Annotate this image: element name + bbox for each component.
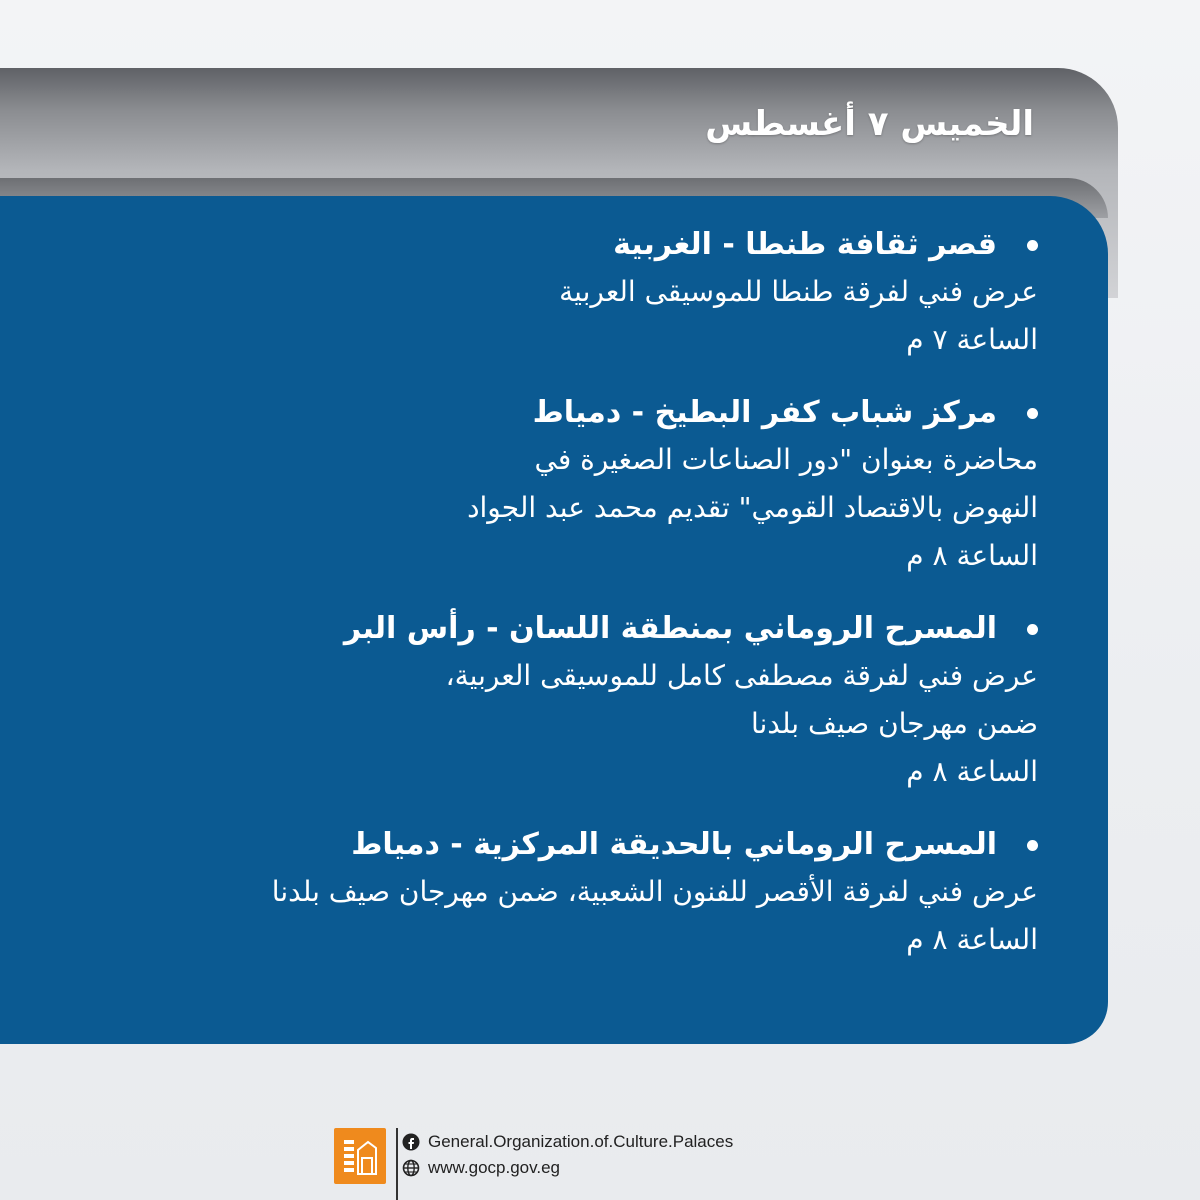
- bullet-icon: [1027, 408, 1038, 419]
- event-item: [158, 390, 1038, 580]
- website-text: www.gocp.gov.eg: [428, 1158, 560, 1177]
- event-venue: [158, 222, 1038, 268]
- event-description: عرض فني لفرقة مصطفى كامل للموسيقى العربية،: [445, 659, 1038, 692]
- bullet-icon: [1027, 840, 1038, 851]
- footer: [330, 1122, 850, 1200]
- bullet-icon: [1027, 240, 1038, 251]
- event-venue-text: قصر ثقافة طنطا - الغربية: [613, 227, 997, 262]
- events-list: [158, 222, 1038, 990]
- footer-divider: [396, 1128, 398, 1200]
- event-time: الساعة ٨ م: [906, 539, 1038, 572]
- event-time: الساعة ٨ م: [906, 755, 1038, 788]
- event-venue: [158, 822, 1038, 868]
- facebook-link[interactable]: [402, 1130, 733, 1154]
- event-item: [158, 822, 1038, 964]
- event-item: [158, 222, 1038, 364]
- event-description: ضمن مهرجان صيف بلدنا: [750, 707, 1038, 740]
- organization-logo: [334, 1128, 386, 1184]
- logo-mark-icon: [342, 1136, 378, 1176]
- event-item: [158, 606, 1038, 796]
- event-venue: [158, 390, 1038, 436]
- facebook-text: General.Organization.of.Culture.Palaces: [428, 1132, 734, 1151]
- day-title: الخميس ٧ أغسطس: [705, 104, 1034, 144]
- website-link[interactable]: [402, 1156, 560, 1180]
- event-description: عرض فني لفرقة الأقصر للفنون الشعبية، ضمن مهرجان صيف بلدنا: [271, 875, 1038, 908]
- event-time: الساعة ٧ م: [906, 323, 1038, 356]
- event-description: النهوض بالاقتصاد القومي" تقديم محمد عبد الجواد: [467, 491, 1038, 524]
- event-venue-text: المسرح الروماني بالحديقة المركزية - دمياط: [351, 827, 997, 862]
- event-venue: [158, 606, 1038, 652]
- event-time: الساعة ٨ م: [906, 923, 1038, 956]
- globe-icon: [402, 1159, 420, 1177]
- bullet-icon: [1027, 624, 1038, 635]
- event-venue-text: مركز شباب كفر البطيخ - دمياط: [532, 395, 997, 430]
- event-description: عرض فني لفرقة طنطا للموسيقى العربية: [559, 275, 1038, 308]
- facebook-icon: [402, 1133, 420, 1151]
- event-description: محاضرة بعنوان "دور الصناعات الصغيرة في: [534, 443, 1038, 476]
- event-venue-text: المسرح الروماني بمنطقة اللسان - رأس البر: [343, 611, 997, 646]
